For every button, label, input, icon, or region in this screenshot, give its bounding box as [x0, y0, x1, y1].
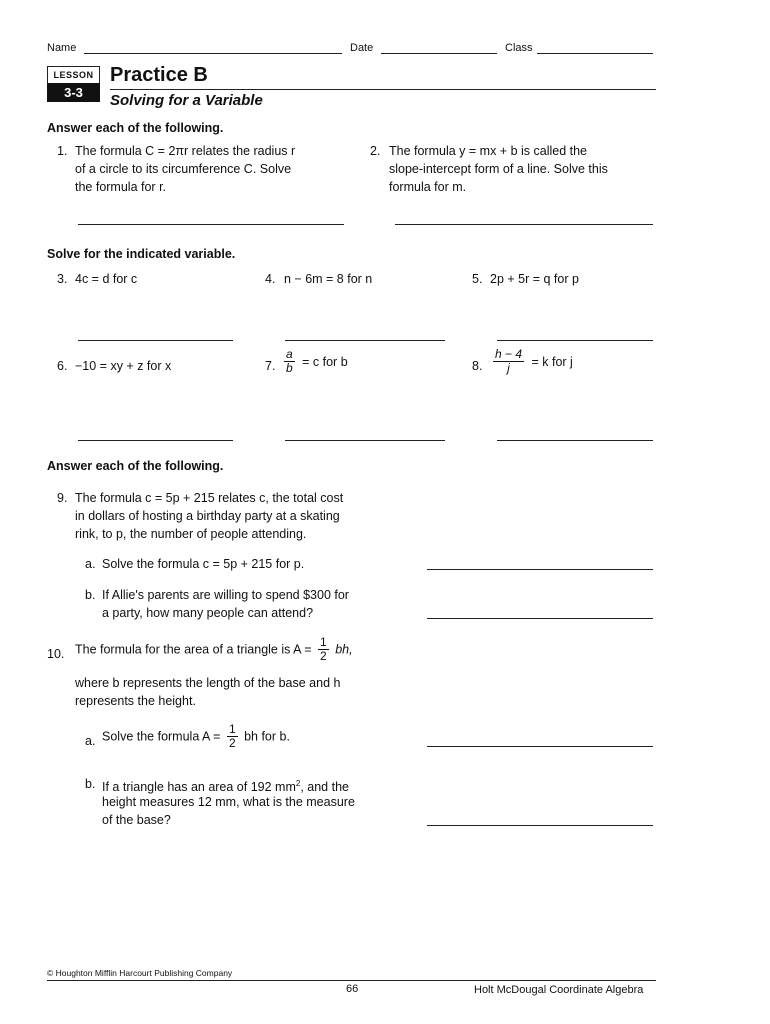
q6-text: −10 = xy + z for x	[75, 359, 172, 373]
q10b-line-3: of the base?	[102, 813, 171, 827]
q10-number: 10.	[47, 647, 65, 661]
q10-frac-num: 1	[320, 635, 327, 649]
q1-line-3: the formula for r.	[75, 180, 167, 194]
q1-line-1: The formula C = 2πr relates the radius r	[75, 144, 296, 158]
q10b-line-2: height measures 12 mm, what is the measure	[102, 795, 355, 809]
q10b-line-1-post: , and the	[300, 780, 349, 795]
q2-line-3: formula for m.	[389, 180, 467, 194]
title-rule	[110, 89, 656, 90]
q5-text: 2p + 5r = q for p	[490, 272, 579, 286]
q1-answer-line[interactable]	[78, 224, 344, 225]
date-label: Date	[350, 42, 374, 54]
q3-text: 4c = d for c	[75, 272, 138, 286]
q4-number: 4.	[265, 272, 276, 286]
q9-line-2: in dollars of hosting a birthday party at a skating	[75, 509, 340, 523]
q9a-text: Solve the formula c = 5p + 215 for p.	[102, 557, 305, 571]
q7-number: 7.	[265, 359, 276, 373]
q6-answer-line[interactable]	[78, 440, 233, 441]
q10a-text	[102, 723, 290, 750]
q8-number: 8.	[472, 359, 483, 373]
class-line[interactable]	[537, 53, 653, 54]
q9-number: 9.	[57, 491, 68, 505]
q7-denominator: b	[286, 361, 293, 375]
q6-number: 6.	[57, 359, 68, 373]
q8-answer-line[interactable]	[497, 440, 653, 441]
lesson-badge	[47, 66, 100, 102]
q8-rest: = k for j	[531, 354, 573, 369]
q7-numerator: a	[286, 347, 293, 361]
q10a-fraction	[227, 723, 238, 750]
q10-line-1	[75, 636, 353, 663]
q10a-answer-line[interactable]	[427, 746, 653, 747]
book-title: Holt McDougal Coordinate Algebra	[474, 984, 644, 996]
q8-fraction	[493, 348, 524, 375]
q10a-label: a.	[85, 734, 96, 748]
name-label: Name	[47, 42, 77, 54]
q9b-line-2: a party, how many people can attend?	[102, 606, 314, 620]
q5-number: 5.	[472, 272, 483, 286]
q7-fraction	[284, 348, 295, 375]
q1-number: 1.	[57, 144, 68, 158]
class-label: Class	[505, 42, 533, 54]
q2-line-2: slope-intercept form of a line. Solve this	[389, 162, 608, 176]
q10a-frac-num: 1	[228, 722, 236, 736]
q4-text: n − 6m = 8 for n	[284, 272, 373, 286]
q2-answer-line[interactable]	[395, 224, 653, 225]
lesson-label: LESSON	[47, 66, 100, 84]
q9-line-3: rink, to p, the number of people attending.	[75, 527, 307, 541]
page-number: 66	[346, 983, 359, 995]
lesson-number: 3-3	[47, 83, 100, 102]
q4-answer-line[interactable]	[285, 340, 445, 341]
q8-denominator: j	[507, 361, 510, 375]
page-title: Practice B	[110, 64, 208, 86]
q7-answer-line[interactable]	[285, 440, 445, 441]
q9a-label: a.	[85, 557, 96, 571]
q7-rest: = c for b	[302, 354, 348, 369]
q10a-post: bh for b.	[244, 729, 290, 744]
q10b-line-1-pre: If a triangle has an area of 192 mm	[102, 780, 296, 795]
q10-line-3: represents the height.	[75, 694, 196, 708]
q10a-frac-den: 2	[228, 736, 236, 750]
q3-number: 3.	[57, 272, 68, 286]
q9b-line-1: If Allie's parents are willing to spend $300 for	[102, 588, 349, 602]
q2-line-1: The formula y = mx + b is called the	[389, 144, 588, 158]
q7-expression	[284, 348, 348, 375]
q9-line-1: The formula c = 5p + 215 relates c, the total cost	[75, 491, 344, 505]
q10-fraction	[318, 636, 329, 663]
q9b-label: b.	[85, 588, 96, 602]
q10a-pre: Solve the formula A =	[102, 729, 221, 744]
q9a-answer-line[interactable]	[427, 569, 653, 570]
q10-line-1-post: bh,	[335, 642, 353, 657]
q10b-superscript: 2	[295, 779, 301, 788]
q10b-answer-line[interactable]	[427, 825, 653, 826]
q10-frac-den: 2	[320, 649, 327, 663]
q5-answer-line[interactable]	[497, 340, 653, 341]
name-line[interactable]	[84, 53, 342, 54]
date-line[interactable]	[381, 53, 497, 54]
q10b-label: b.	[85, 777, 96, 791]
section3-heading: Answer each of the following.	[47, 459, 224, 473]
footer-rule	[47, 980, 656, 981]
q10-line-1-pre: The formula for the area of a triangle is A =	[75, 642, 312, 657]
q10-line-2: where b represents the length of the base and h	[75, 676, 341, 690]
q3-answer-line[interactable]	[78, 340, 233, 341]
section1-heading: Answer each of the following.	[47, 121, 224, 135]
q2-number: 2.	[370, 144, 381, 158]
q1-line-2: of a circle to its circumference C. Solve	[75, 162, 292, 176]
q8-expression	[493, 348, 573, 375]
q9b-answer-line[interactable]	[427, 618, 653, 619]
q8-numerator: h − 4	[495, 347, 523, 361]
section2-heading: Solve for the indicated variable.	[47, 247, 236, 261]
page-subtitle: Solving for a Variable	[110, 92, 263, 109]
copyright: © Houghton Mifflin Harcourt Publishing Company	[47, 968, 233, 978]
